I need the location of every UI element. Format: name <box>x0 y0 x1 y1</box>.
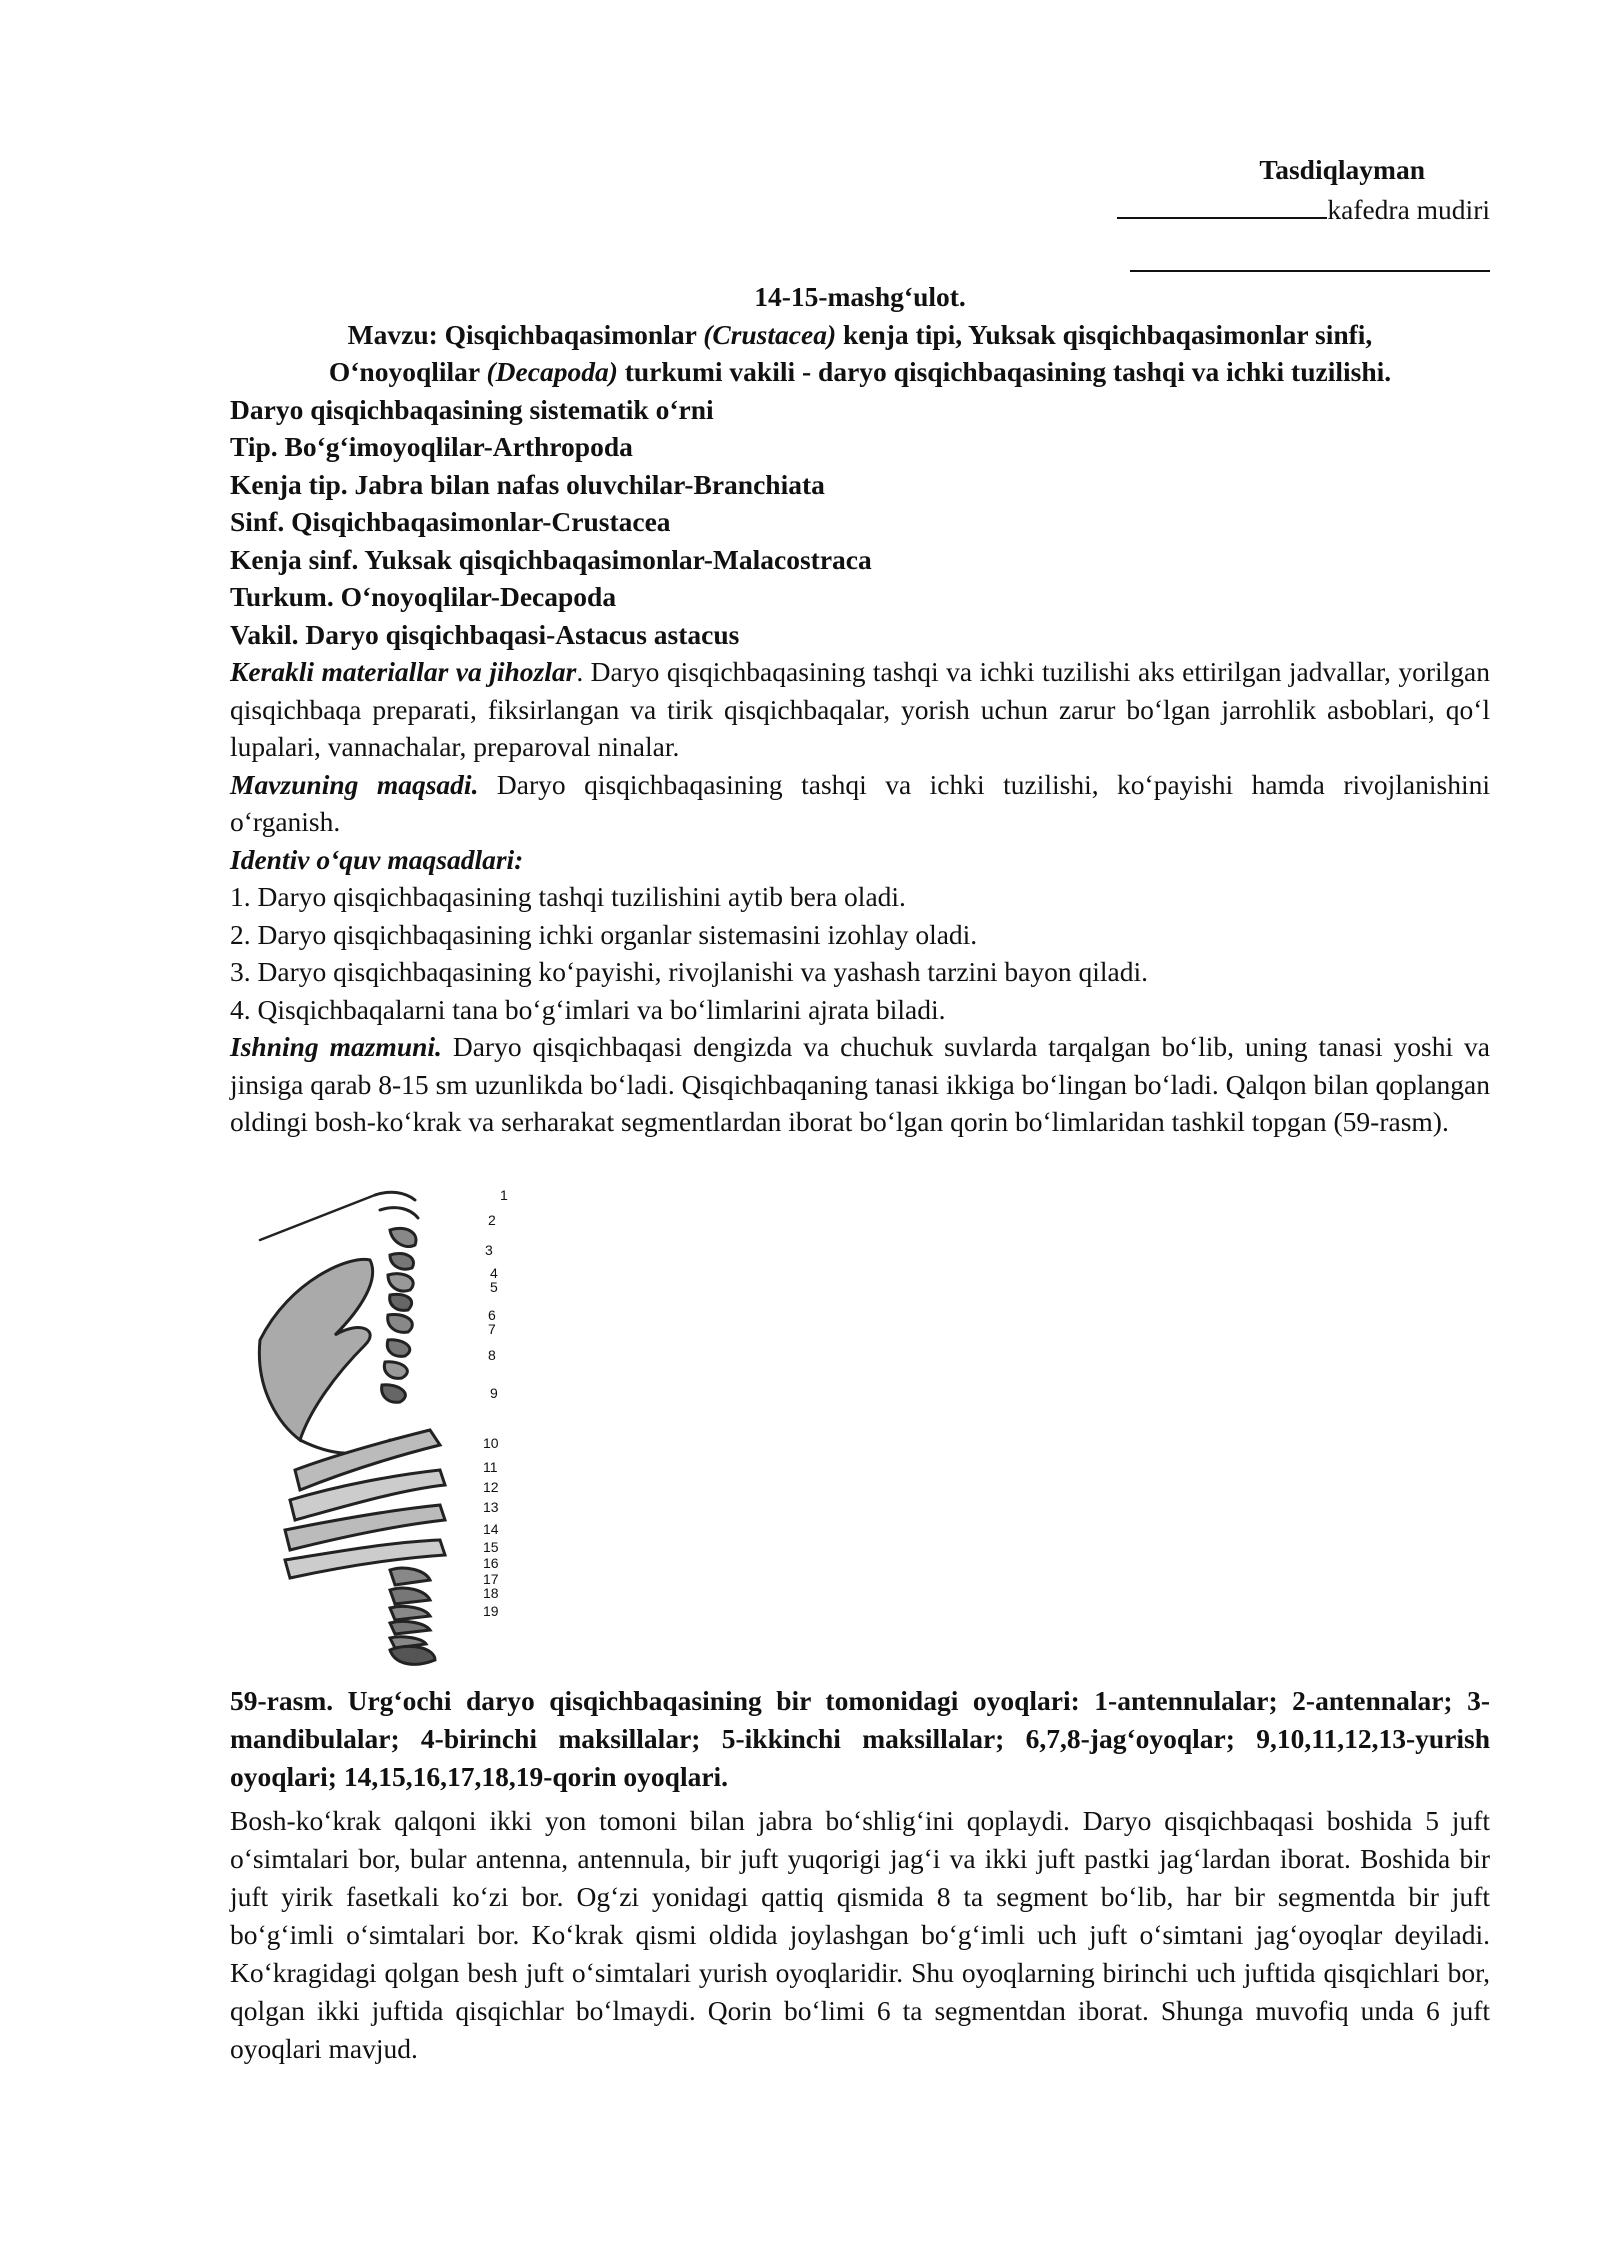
figure-label: 7 <box>488 1321 496 1337</box>
systematics-row: Kenja sinf. Yuksak qisqichbaqasimonlar-Malacostraca <box>230 543 872 575</box>
objective-item: 1. Daryo qisqichbaqasining tashqi tuzilishini aytib bera oladi. <box>230 881 906 912</box>
figure-label: 14 <box>483 1521 499 1537</box>
figure-label: 12 <box>483 1479 499 1495</box>
systematics-row: Kenja tip. Jabra bilan nafas oluvchilar-Branchiata <box>230 468 825 500</box>
name-line <box>1130 240 1490 272</box>
figure-label: 4 <box>490 1265 498 1281</box>
figure-label: 8 <box>488 1347 496 1363</box>
systematics-row: Vakil. Daryo qisqichbaqasi-Astacus astacus <box>230 618 740 650</box>
main-text <box>230 278 1490 1141</box>
figure-label: 15 <box>483 1539 499 1555</box>
lesson-number: 14-15-mashg‘ulot. <box>754 281 966 312</box>
figure-label: 2 <box>488 1212 496 1228</box>
materials-label: Kerakli materiallar va jihozlar <box>230 656 577 687</box>
systematics-row: Turkum. O‘noyoqlilar-Decapoda <box>230 581 617 612</box>
objectives-label: Identiv o‘quv maqsadlari: <box>230 843 524 875</box>
approval-title: Tasdiqlayman <box>1259 154 1425 185</box>
goal-label: Mavzuning maqsadi. <box>230 768 479 800</box>
systematics-row: Sinf. Qisqichbaqasimonlar-Crustacea <box>230 506 671 537</box>
figure-caption: 59-rasm. Urg‘ochi daryo qisqichbaqasining bir tomonidagi oyoqlari: 1-antennulalar; 2-antennalar; 3-mandibulalar; 4-birinchi maksillalar; 5-ikkinchi maksillalar; 6,7,8-jag‘oyoqlar; 9,10,11,12,13-yurish oyoqlari; 14,15,16,17,18,19-qorin oyoqlari. <box>230 1685 1490 1792</box>
crayfish-legs-illustration <box>240 1170 620 1670</box>
approval-role-line <box>1117 190 1490 230</box>
description-paragraph: Bosh-ko‘krak qalqoni ikki yon tomoni bilan jabra bo‘shlig‘ini qoplaydi. Daryo qisqichbaqasi boshida 5 juft o‘simtalari bor, bular antenna, antennula, bir juft yuqorigi jag‘i va ikki juft pastki jag‘lardan iborat. Boshida bir juft yirik fasetkali ko‘zi bor. Og‘zi yonidagi qattiq qismida 8 ta segment bo‘lib, har bir segmentda bir juft bo‘g‘imli o‘simtalari bor. Ko‘krak qismi oldida joylashgan bo‘g‘imli uch juft o‘simtani jag‘oyoqlar deyiladi. Ko‘kragidagi qolgan besh juft o‘simtalari yurish oyoqlaridir. Shu oyoqlarning birinchi uch juftida qisqichlari bor, qolgan ikki juftida qisqichlar bo‘lmaydi. Qorin bo‘limi 6 ta segmentdan iborat. Shunga muvofiq unda 6 juft oyoqlari mavjud. <box>230 1805 1490 2064</box>
figure-label: 11 <box>483 1459 498 1475</box>
figure-label: 3 <box>485 1242 493 1258</box>
goal-paragraph: Mavzuning maqsadi. Daryo qisqichbaqasining tashqi va ichki tuzilishi, ko‘payishi hamda rivojlanishini o‘rganish. <box>230 768 1490 837</box>
content-label: Ishning mazmuni. <box>230 1031 442 1062</box>
objective-item: 2. Daryo qisqichbaqasining ichki organlar sistemasini izohlay oladi. <box>230 918 978 950</box>
figure-label: 10 <box>483 1435 499 1451</box>
figure-label: 1 <box>500 1187 508 1203</box>
figure-label: 19 <box>483 1603 499 1619</box>
figure-label: 13 <box>483 1499 499 1515</box>
approval-block <box>1117 150 1490 272</box>
figure-label: 16 <box>483 1555 499 1571</box>
figure-label: 5 <box>490 1279 498 1295</box>
content-paragraph: Ishning mazmuni. Daryo qisqichbaqasi dengizda va chuchuk suvlarda tarqalgan bo‘lib, uning tanasi yoshi va jinsiga qarab 8-15 sm uzunlikda bo‘ladi. Qisqichbaqaning tanasi ikkiga bo‘lingan bo‘ladi. Qalqon bilan qoplangan oldingi bosh-ko‘krak va serharakat segmentlardan iborat bo‘lgan qorin bo‘limlaridan tashkil topgan (59-rasm). <box>230 1031 1491 1137</box>
figure-label: 17 <box>483 1571 499 1587</box>
systematics-row: Tip. Bo‘g‘imoyoqlilar-Arthropoda <box>230 431 633 462</box>
topic-line-2: O‘noyoqlilar (Decapoda) turkumi vakili - daryo qisqichbaqasining tashqi va ichki tuzilishi. <box>328 356 1392 387</box>
figure-label: 9 <box>490 1385 498 1401</box>
figure-label: 6 <box>488 1307 496 1323</box>
materials-paragraph: Kerakli materiallar va jihozlar. Daryo qisqichbaqasining tashqi va ichki tuzilishi aks ettirilgan jadvallar, yorilgan qisqichbaqa preparati, fiksirlangan va tirik qisqichbaqalar, yorish uchun zarur bo‘lgan jarrohlik asboblari, qo‘l lupalari, vannachalar, preparoval ninalar. <box>230 656 1490 762</box>
systematics-heading: Daryo qisqichbaqasining sistematik o‘rni <box>230 393 714 425</box>
objective-item: 4. Qisqichbaqalarni tana bo‘g‘imlari va bo‘limlarini ajrata biladi. <box>230 993 946 1025</box>
approval-role: kafedra mudiri <box>1327 194 1490 225</box>
signature-line <box>1117 191 1327 219</box>
topic-line-1: Mavzu: Qisqichbaqasimonlar (Crustacea) kenja tipi, Yuksak qisqichbaqasimonlar sinfi, <box>347 318 1373 350</box>
objective-item: 3. Daryo qisqichbaqasining ko‘payishi, rivojlanishi va yashash tarzini bayon qiladi. <box>230 956 1149 987</box>
figure-label: 18 <box>483 1585 499 1601</box>
